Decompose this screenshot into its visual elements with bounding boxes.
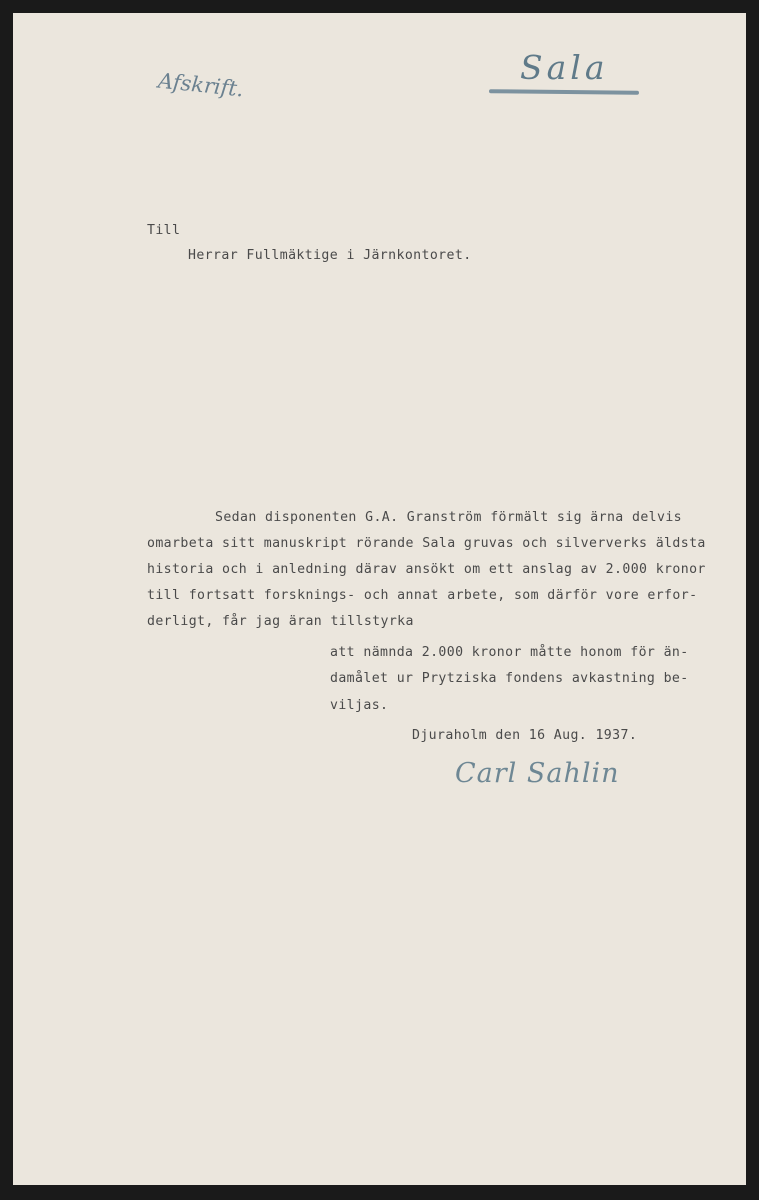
handwritten-label: Sala: [520, 48, 609, 87]
label-underline: [489, 89, 639, 95]
body-line: till fortsatt forsknings- och annat arbete, som därför vore erfor-: [147, 588, 698, 603]
proposal-line: viljas.: [330, 698, 389, 713]
body-line: historia och i anledning därav ansökt om ett anslag av 2.000 kronor: [147, 562, 706, 577]
signature: Carl Sahlin: [455, 758, 620, 789]
body-line: derligt, får jag äran tillstyrka: [147, 614, 414, 629]
handwritten-annotation: Afskrift.: [156, 68, 245, 102]
proposal-line: damålet ur Prytziska fondens avkastning be-: [330, 671, 689, 686]
proposal-line: att nämnda 2.000 kronor måtte honom för än-: [330, 645, 689, 660]
document-page: [13, 13, 746, 1185]
salutation: Till: [147, 223, 181, 238]
recipient: Herrar Fullmäktige i Järnkontoret.: [188, 248, 472, 263]
place-date: Djuraholm den 16 Aug. 1937.: [412, 728, 638, 743]
body-line: Sedan disponenten G.A. Granström förmält sig ärna delvis: [215, 510, 683, 525]
body-line: omarbeta sitt manuskript rörande Sala gruvas och silververks äldsta: [147, 536, 706, 551]
